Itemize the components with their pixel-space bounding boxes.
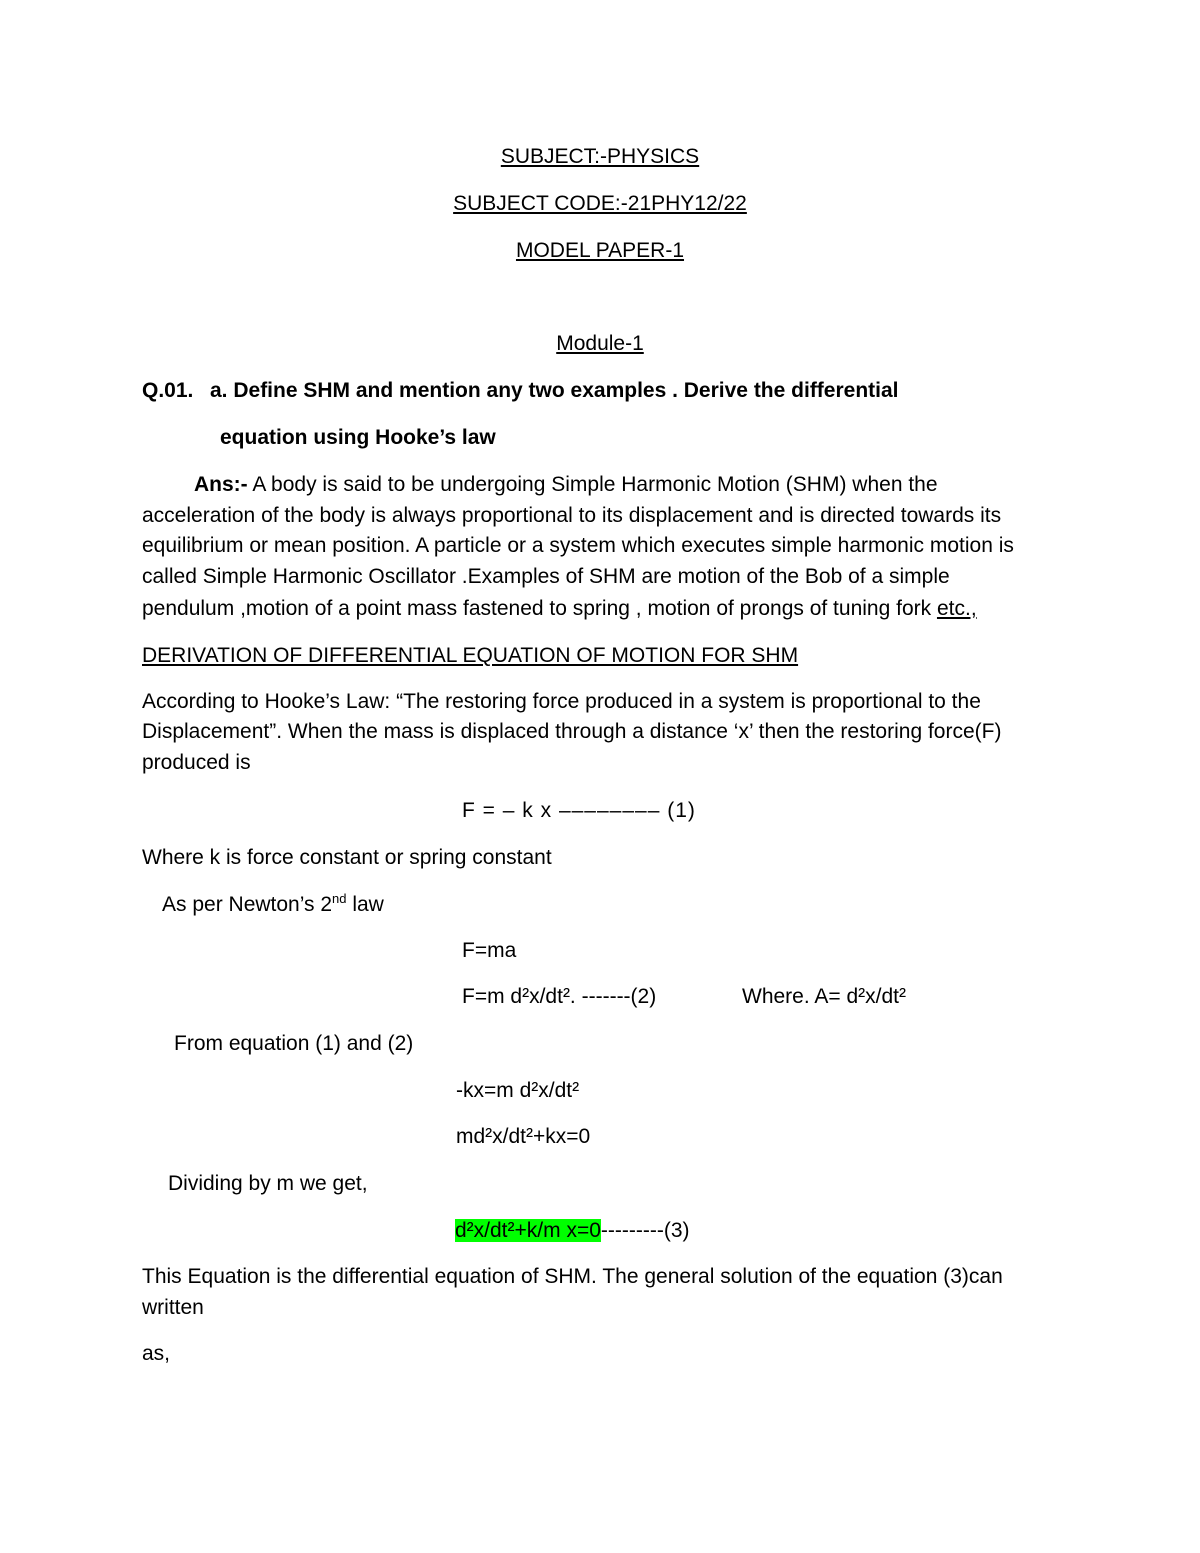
answer-label: Ans:- bbox=[194, 473, 248, 496]
answer-line4: called Simple Harmonic Oscillator .Examples of SHM are motion of the Bob of a simple bbox=[142, 565, 950, 588]
answer-line2: acceleration of the body is always proportional to its displacement and is directed towards its bbox=[142, 504, 1002, 527]
equation-3 bbox=[455, 1218, 690, 1244]
newton-law-word: law bbox=[346, 893, 384, 916]
equation-1: F = – k x –––––––– (1) bbox=[462, 799, 696, 822]
equation-md2x: md²x/dt²+kx=0 bbox=[456, 1125, 591, 1148]
subject-code: SUBJECT CODE:-21PHY12/22 bbox=[453, 192, 747, 215]
answer-text-1: A body is said to be undergoing Simple Harmonic Motion (SHM) when the bbox=[247, 473, 938, 496]
model-paper-title: MODEL PAPER-1 bbox=[515, 239, 685, 262]
hooke-line3: produced is bbox=[142, 751, 251, 774]
equation-2-where: Where. A= d²x/dt² bbox=[742, 985, 906, 1008]
answer-line1 bbox=[194, 472, 938, 498]
equation-3-number: ---------(3) bbox=[600, 1219, 690, 1242]
from-equation-text: From equation (1) and (2) bbox=[174, 1032, 414, 1055]
newton-law-line bbox=[162, 891, 384, 918]
equation-3-highlight: d²x/dt²+k/m x=0 bbox=[455, 1219, 601, 1242]
answer-line3: equilibrium or mean position. A particle or a system which executes simple harmonic motion is bbox=[142, 534, 1014, 557]
equation-2: F=m d²x/dt². -------(2) bbox=[462, 985, 657, 1008]
derivation-heading: DERIVATION OF DIFFERENTIAL EQUATION OF MOTION FOR SHM bbox=[142, 644, 799, 667]
conclusion-line2: written bbox=[142, 1296, 204, 1319]
conclusion-line3: as, bbox=[142, 1342, 171, 1365]
question-text-line1: a. Define SHM and mention any two examples . Derive the differential bbox=[210, 379, 899, 402]
newton-text: As per Newton’s 2 bbox=[162, 893, 333, 916]
newton-superscript: nd bbox=[332, 891, 347, 906]
conclusion-line1: This Equation is the differential equation of SHM. The general solution of the equation (3)can bbox=[142, 1265, 1003, 1288]
hooke-line1: According to Hooke’s Law: “The restoring force produced in a system is proportional to the bbox=[142, 690, 981, 713]
where-k-text: Where k is force constant or spring constant bbox=[142, 846, 552, 869]
answer-etc: etc., bbox=[936, 597, 977, 620]
dividing-text: Dividing by m we get, bbox=[168, 1172, 368, 1195]
answer-text-5: pendulum ,motion of a point mass fastened to spring , motion of prongs of tuning fork bbox=[142, 597, 937, 620]
module-heading: Module-1 bbox=[556, 332, 644, 355]
hooke-line2: Displacement”. When the mass is displaced through a distance ‘x’ then the restoring force(F) bbox=[142, 720, 1002, 743]
subject-title: SUBJECT:-PHYSICS bbox=[500, 145, 700, 168]
equation-kx: -kx=m d²x/dt² bbox=[456, 1079, 580, 1102]
question-text-line2: equation using Hooke’s law bbox=[220, 426, 496, 449]
equation-fma: F=ma bbox=[462, 939, 517, 962]
answer-line5 bbox=[142, 596, 977, 622]
question-number: Q.01. bbox=[142, 379, 194, 402]
